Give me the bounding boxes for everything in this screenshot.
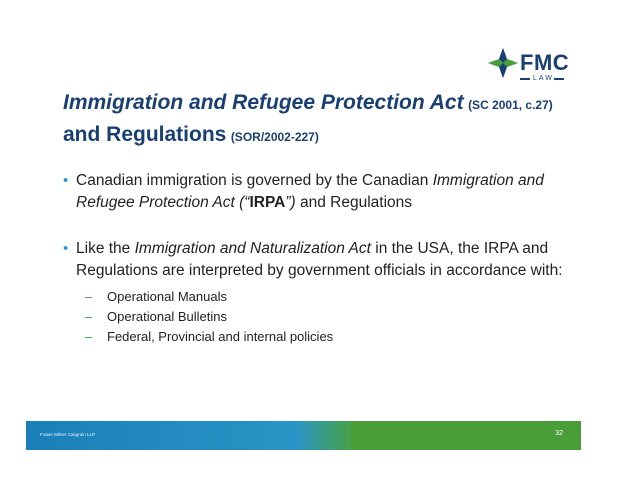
- page-number: 32: [555, 430, 563, 437]
- slide-footer: [26, 421, 581, 450]
- logo-sub: LAW: [533, 75, 554, 82]
- title-act-name: Immigration and Refugee Protection Act: [63, 91, 464, 114]
- footer-firm-name: Fraser Milner Casgrain LLP: [40, 432, 96, 437]
- title-act-ref: (SC 2001, c.27): [468, 98, 553, 112]
- logo-name: FMC: [520, 50, 570, 75]
- sub-item-text: Operational Manuals: [107, 289, 227, 304]
- dash-icon: –: [85, 289, 93, 304]
- bullet-item: [63, 170, 583, 214]
- bullet-text-close: ”): [285, 194, 296, 211]
- sub-item-text: Federal, Provincial and internal policies: [107, 329, 334, 344]
- title-line-2: [63, 120, 583, 152]
- sub-item: [85, 287, 583, 307]
- bullet-italic-text: Immigration and Refugee Protection Act: [76, 172, 544, 211]
- slide-body: [63, 170, 583, 347]
- bullet-italic-text: Immigration and Naturalization Act: [134, 240, 371, 257]
- bullet-text-end: and Regulations: [295, 194, 413, 211]
- dash-icon: –: [85, 329, 93, 344]
- bullet-text: Like the: [76, 240, 135, 257]
- sub-item-text: Operational Bulletins: [107, 309, 227, 324]
- footer-band-green: [351, 421, 581, 450]
- bullet-dot-icon: •: [63, 240, 69, 257]
- title-line-1: [63, 88, 583, 120]
- title-regs-name: and Regulations: [63, 123, 227, 146]
- sub-item: [85, 327, 583, 347]
- logo-rule-left: [520, 78, 530, 80]
- logo-rule-right: [554, 78, 564, 80]
- sub-item: [85, 307, 583, 327]
- bullet-item: [63, 238, 583, 282]
- bullet-dot-icon: •: [63, 172, 69, 189]
- sub-list: [63, 287, 583, 347]
- fmc-star-icon: [488, 48, 518, 78]
- bullet-text: Canadian immigration is governed by the Canadian: [76, 172, 429, 189]
- footer-band-fade: [296, 421, 356, 450]
- dash-icon: –: [85, 309, 93, 324]
- fmc-logo: [488, 48, 568, 88]
- title-regs-ref: (SOR/2002-227): [230, 130, 319, 144]
- slide-title: [63, 88, 583, 152]
- bullet-text-end: in the USA, the IRPA and Regulations are interpreted by government officials in accordance with:: [76, 240, 563, 279]
- bullet-text-quote: (“: [234, 194, 250, 211]
- bullet-bold-text: IRPA: [249, 194, 286, 211]
